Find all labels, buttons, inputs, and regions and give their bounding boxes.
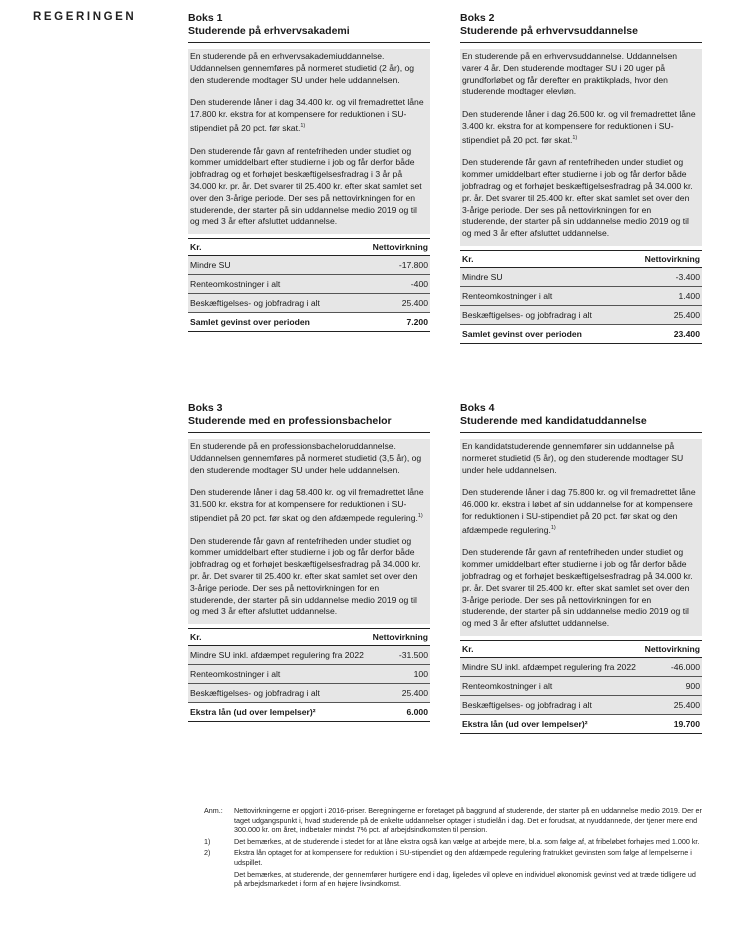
paragraph-text: Den studerende låner i dag 26.500 kr. og vil fremadrettet låne 3.400 kr. ekstra for at kompensere for reduktionen i SU-stipendiet på 20 pct. før skat. (462, 109, 696, 145)
footnote (204, 837, 704, 847)
box-2 (460, 12, 702, 344)
table-row (460, 658, 702, 677)
box-label: Boks 3 (188, 402, 223, 414)
footnote-label: 1) (204, 836, 211, 846)
box-label: Boks 2 (460, 12, 495, 24)
total-label: Samlet gevinst over perioden (460, 325, 628, 344)
column-header-kr: Kr. (460, 251, 628, 268)
table-row (188, 684, 430, 703)
total-value: 7.200 (356, 313, 430, 332)
net-effect-table (188, 238, 430, 332)
box-paragraph: Den studerende får gavn af rentefriheden under studiet og kommer umiddelbart efter studierne i job og får derfor både jobfradrag og et forhøjet beskæftigelsesfradrag på 34.000 kr. pr. år. Det svarer til 25.400 kr. efter skat samlet set over den 3-årige periode. Der ses på nettovirkningen for en studerende, der starter på sin uddannelse medio 2019 og til og med 3 år efter afsluttet uddannelse. (190, 535, 421, 617)
box-paragraph (462, 487, 696, 536)
net-effect-table (460, 250, 702, 344)
footnote (204, 848, 704, 867)
table-row (188, 275, 430, 294)
box-paragraph (462, 109, 696, 146)
total-label: Ekstra lån (ud over lempelser)² (188, 703, 369, 722)
column-header-net-effect: Nettovirkning (628, 251, 702, 268)
total-label: Samlet gevinst over perioden (188, 313, 356, 332)
footnote-text: Ekstra lån optaget for at kompensere for reduktion i SU-stipendiet og den afdæmpede regulering fratrukket gevinsten som følge af lempelserne i udspillet. (234, 848, 692, 867)
footnote-label (204, 870, 234, 889)
footnote-marker: 1) (572, 134, 578, 141)
box-text (188, 439, 430, 624)
row-value: -31.500 (369, 646, 430, 665)
table-row (188, 665, 430, 684)
row-value: 100 (369, 665, 430, 684)
row-value: 25.400 (356, 294, 430, 313)
box-paragraph: En studerende på en professionsbacheloruddannelse. Uddannelsen gennemføres på normeret studietid (3,5 år), og den studerende modtager SU under hele uddannelsen. (190, 441, 422, 475)
row-value: 1.400 (628, 287, 702, 306)
footnote-text: Nettovirkningerne er opgjort i 2016-priser. Beregningerne er foretaget på baggrund af studerende, der starter på en uddannelse medio 2019. Der er taget udgangspunkt i, hvad studerende på de enkelte uddannelser optager i studielån i dag. Det er forudsat, at nyuddannede, der tjener mere end 300.000 kr. om året, indbetaler mindst 7% pct. af arbejdsindkomsten til pension. (234, 806, 702, 835)
divider (188, 432, 430, 433)
table-row (460, 306, 702, 325)
row-value: -400 (356, 275, 430, 294)
row-label: Renteomkostninger i alt (460, 677, 641, 696)
row-value: 900 (641, 677, 702, 696)
net-effect-table (188, 628, 430, 722)
box-title: Studerende med en professionsbachelor (188, 415, 392, 427)
footnote-label: 2) (204, 848, 211, 858)
government-logo: REGERINGEN (33, 11, 137, 23)
row-value: 25.400 (641, 696, 702, 715)
box-paragraph: Den studerende får gavn af rentefriheden under studiet og kommer umiddelbart efter studierne i job og får derfor både jobfradrag og et forhøjet beskæftigelsesfradrag i 3 år på 34.000 kr. pr. år. Det svarer til 25.400 kr. efter skat samlet set over den 3-årige periode. Der ses på nettovirkningen for en studerende, der starter på sin uddannelse medio 2019 og til og med 3 år efter afsluttet uddannelse. (190, 145, 422, 227)
box-paragraph (190, 487, 424, 524)
net-effect-table (460, 640, 702, 734)
box-4 (460, 402, 702, 734)
row-label: Renteomkostninger i alt (188, 275, 356, 294)
box-paragraph: En studerende på en erhvervsuddannelse. Uddannelsen varer 4 år. Den studerende modtager SU i 20 uger på grundforløbet og får derefter en praktikplads, hvor den studerende modtager elevløn. (462, 51, 677, 97)
box-1 (188, 12, 430, 332)
box-label: Boks 1 (188, 12, 223, 24)
table-row (460, 677, 702, 696)
table-total-row (188, 313, 430, 332)
paragraph-text: Den studerende låner i dag 75.800 kr. og vil fremadrettet låne 46.000 kr. ekstra i løbet af sin uddannelse for at kompensere for reduktionen i SU-stipendiet på 20 pct. før skat og den afdæmpede regulering. (462, 487, 696, 535)
box-text (460, 49, 702, 246)
column-header-kr: Kr. (188, 239, 356, 256)
table-row (460, 696, 702, 715)
footnote-marker: 1) (550, 524, 556, 531)
divider (460, 42, 702, 43)
footnote-marker: 1) (300, 122, 306, 129)
table-total-row (460, 325, 702, 344)
row-label: Beskæftigelses- og jobfradrag i alt (460, 696, 641, 715)
row-value: -46.000 (641, 658, 702, 677)
box-paragraph: En studerende på en erhvervsakademiuddannelse. Uddannelsen gennemføres på normeret studietid (2 år), og den studerende modtager SU under hele uddannelsen. (190, 51, 415, 85)
column-header-net-effect: Nettovirkning (356, 239, 430, 256)
row-value: -3.400 (628, 268, 702, 287)
total-value: 23.400 (628, 325, 702, 344)
table-row (460, 287, 702, 306)
footnote-text: Det bemærkes, at de studerende i stedet for at låne ekstra også kan vælge at arbejde mere, bl.a. som følge af, at fribeløbet forhøjes med 1.000 kr. (234, 836, 700, 846)
box-3 (188, 402, 430, 722)
box-text (460, 439, 702, 636)
row-label: Beskæftigelses- og jobfradrag i alt (188, 684, 369, 703)
box-label: Boks 4 (460, 402, 495, 414)
box-text (188, 49, 430, 234)
paragraph-text: Den studerende låner i dag 58.400 kr. og vil fremadrettet låne 31.500 kr. ekstra for at kompensere for reduktionen i SU-stipendiet på 20 pct. før skat og den afdæmpede regulering. (190, 487, 424, 523)
box-paragraph: Den studerende får gavn af rentefriheden under studiet og kommer umiddelbart efter studierne i job og får derfor både jobfradrag og et forhøjet beskæftigelsesfradrag på 34.000 kr. pr. år. Det svarer til 25.400 kr. efter skat samlet set over den 3-årige periode. Der ses på nettovirkningen for en studerende, der starter på sin uddannelse medio 2019 og til og med 3 år efter afsluttet uddannelse. (462, 547, 693, 629)
column-header-kr: Kr. (460, 641, 641, 658)
table-row (188, 256, 430, 275)
footnote-text: Det bemærkes, at studerende, der gennemfører hurtigere end i dag, ligeledes vil opleve en individuel økonomisk gevinst ved at træde tidligere ud på arbejdsmarkedet i form af en højere livsindkomst. (234, 869, 696, 889)
column-header-net-effect: Nettovirkning (641, 641, 702, 658)
divider (188, 42, 430, 43)
total-value: 19.700 (641, 715, 702, 734)
divider (460, 432, 702, 433)
table-row (188, 294, 430, 313)
table-total-row (188, 703, 430, 722)
column-header-kr: Kr. (188, 629, 369, 646)
row-label: Mindre SU inkl. afdæmpet regulering fra 2022 (188, 646, 369, 665)
box-title: Studerende på erhvervsakademi (188, 25, 350, 37)
box-title: Studerende på erhvervsuddannelse (460, 25, 638, 37)
row-label: Mindre SU (188, 256, 356, 275)
row-label: Beskæftigelses- og jobfradrag i alt (460, 306, 628, 325)
total-value: 6.000 (369, 703, 430, 722)
box-title: Studerende med kandidatuddannelse (460, 415, 647, 427)
row-label: Renteomkostninger i alt (188, 665, 369, 684)
row-label: Mindre SU inkl. afdæmpet regulering fra 2022 (460, 658, 641, 677)
paragraph-text: Den studerende låner i dag 34.400 kr. og vil fremadrettet låne 17.800 kr. ekstra for at kompensere for reduktionen i SU-stipendiet på 20 pct. før skat. (190, 97, 424, 133)
table-total-row (460, 715, 702, 734)
row-label: Renteomkostninger i alt (460, 287, 628, 306)
row-label: Beskæftigelses- og jobfradrag i alt (188, 294, 356, 313)
table-row (460, 268, 702, 287)
column-header-net-effect: Nettovirkning (369, 629, 430, 646)
box-paragraph (190, 97, 424, 134)
footnote-label: Anm.: (204, 806, 223, 815)
table-row (188, 646, 430, 665)
box-paragraph: Den studerende får gavn af rentefriheden under studiet og kommer umiddelbart efter studierne i job og får derfor både jobfradrag og et forhøjet beskæftigelsesfradrag på 34.000 kr. pr. år. Det svarer til 25.400 kr. efter skat samlet set over den 3-årige periode. Der ses på nettovirkningen for en studerende, der starter på sin uddannelse medio 2019 og til og med 3 år efter afsluttet uddannelse. (462, 157, 693, 239)
row-value: 25.400 (628, 306, 702, 325)
footnote (204, 870, 704, 889)
row-value: 25.400 (369, 684, 430, 703)
row-label: Mindre SU (460, 268, 628, 287)
footnote-marker: 1) (417, 512, 423, 519)
footnote (204, 806, 704, 835)
box-paragraph: En kandidatstuderende gennemfører sin uddannelse på normeret studietid (5 år), og den studerende modtager SU under hele uddannelsen. (462, 441, 684, 475)
row-value: -17.800 (356, 256, 430, 275)
total-label: Ekstra lån (ud over lempelser)² (460, 715, 641, 734)
footnotes (204, 806, 704, 891)
